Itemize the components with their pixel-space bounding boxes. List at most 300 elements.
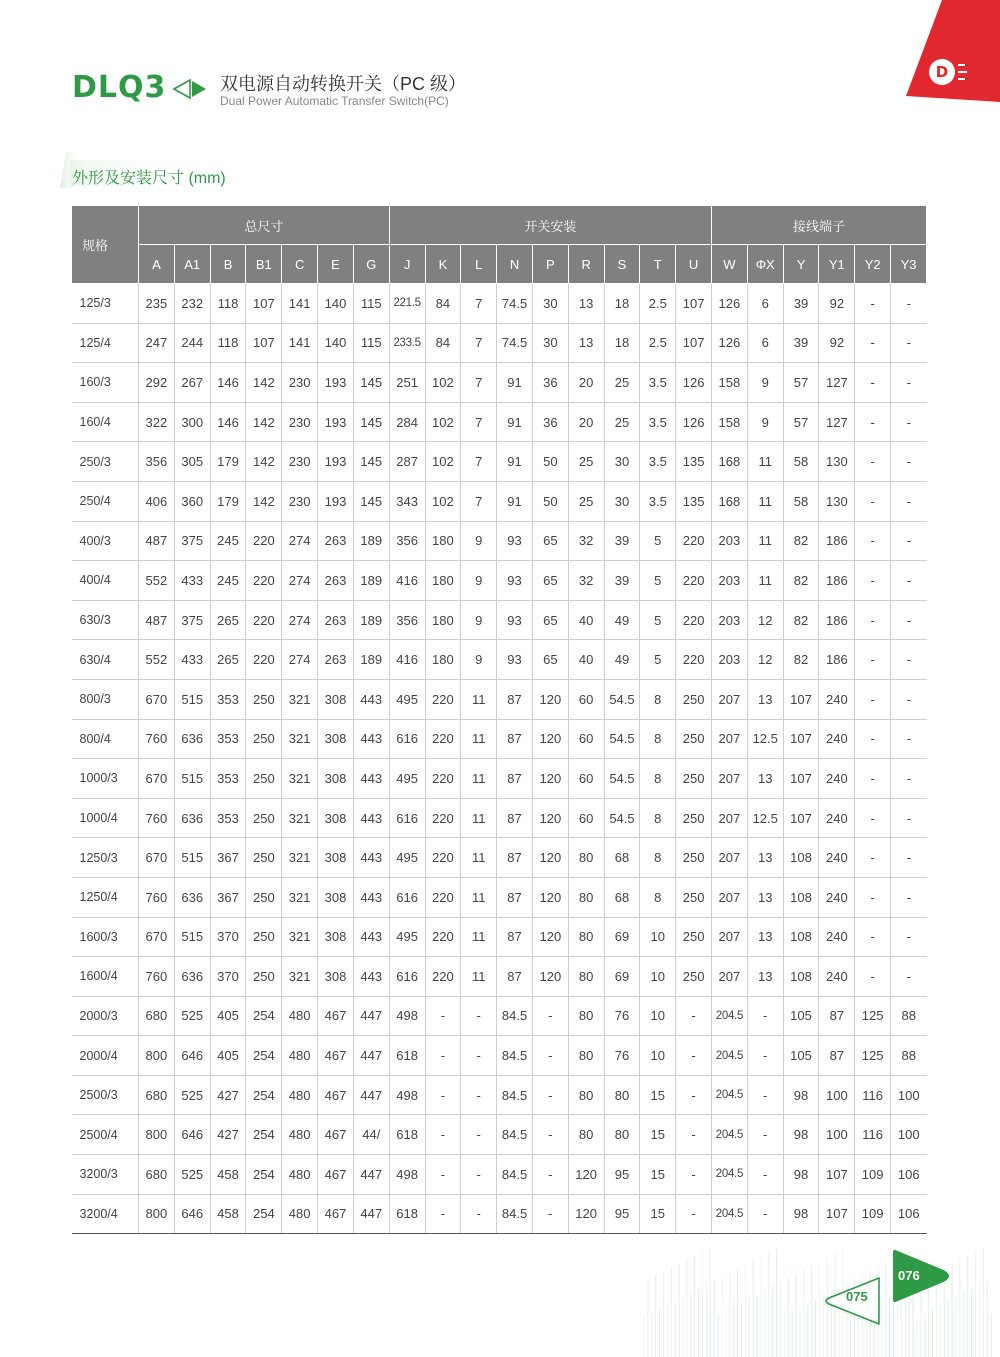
table-cell: 443	[353, 877, 389, 917]
table-cell: 15	[640, 1075, 676, 1115]
table-cell: 32	[568, 521, 604, 561]
dimension-table	[71, 205, 927, 1234]
table-cell: 274	[282, 640, 318, 680]
table-cell: 87	[497, 798, 533, 838]
spec-cell: 630/3	[72, 600, 139, 640]
table-row	[72, 877, 927, 917]
table-cell: 142	[246, 481, 282, 521]
table-cell: 9	[747, 363, 783, 403]
table-cell: 467	[318, 1115, 354, 1155]
table-cell: 107	[819, 1155, 855, 1195]
table-cell: 140	[318, 323, 354, 363]
page-subtitle: Dual Power Automatic Transfer Switch(PC)	[220, 94, 449, 108]
spec-cell: 125/4	[72, 323, 139, 363]
table-cell: 498	[389, 1075, 425, 1115]
table-cell: 308	[318, 957, 354, 997]
table-cell: 13	[747, 917, 783, 957]
table-cell: -	[891, 561, 927, 601]
table-cell: 107	[676, 284, 712, 324]
table-cell: -	[891, 640, 927, 680]
spec-header: 规格	[72, 206, 139, 284]
table-cell: 233.5	[389, 323, 425, 363]
table-cell: 2.5	[640, 323, 676, 363]
table-cell: -	[676, 1115, 712, 1155]
table-cell: 13	[747, 957, 783, 997]
table-cell: 360	[174, 481, 210, 521]
table-cell: 193	[318, 442, 354, 482]
table-row	[72, 284, 927, 324]
column-header: N	[497, 245, 533, 284]
table-cell: 146	[210, 402, 246, 442]
table-cell: 251	[389, 363, 425, 403]
table-cell: 146	[210, 363, 246, 403]
table-cell: 80	[604, 1075, 640, 1115]
table-cell: -	[855, 798, 891, 838]
table-cell: 145	[353, 363, 389, 403]
table-cell: 65	[532, 640, 568, 680]
table-cell: 480	[282, 1075, 318, 1115]
table-cell: 60	[568, 719, 604, 759]
table-cell: 186	[819, 600, 855, 640]
table-row	[72, 561, 927, 601]
table-cell: 467	[318, 996, 354, 1036]
play-arrow-icon	[172, 77, 208, 101]
table-cell: 76	[604, 1036, 640, 1076]
table-cell: 57	[783, 363, 819, 403]
table-cell: 180	[425, 521, 461, 561]
table-cell: 254	[246, 1036, 282, 1076]
table-cell: 443	[353, 679, 389, 719]
table-cell: 118	[210, 284, 246, 324]
table-cell: 467	[318, 1194, 354, 1234]
table-cell: 263	[318, 600, 354, 640]
table-cell: 250	[246, 679, 282, 719]
table-cell: 120	[532, 798, 568, 838]
spec-cell: 1250/4	[72, 877, 139, 917]
table-cell: 321	[282, 838, 318, 878]
table-cell: 158	[712, 402, 748, 442]
table-cell: 254	[246, 1155, 282, 1195]
table-cell: 343	[389, 481, 425, 521]
table-cell: 284	[389, 402, 425, 442]
table-cell: 106	[891, 1155, 927, 1195]
table-cell: 9	[461, 600, 497, 640]
table-cell: 32	[568, 561, 604, 601]
table-cell: 91	[497, 402, 533, 442]
table-cell: 100	[819, 1115, 855, 1155]
table-cell: 20	[568, 363, 604, 403]
column-header: ΦX	[747, 245, 783, 284]
table-cell: 308	[318, 917, 354, 957]
table-cell: 125	[855, 1036, 891, 1076]
table-cell: 405	[210, 996, 246, 1036]
table-cell: 15	[640, 1155, 676, 1195]
table-cell: 30	[604, 481, 640, 521]
table-cell: -	[532, 1075, 568, 1115]
column-header: C	[282, 245, 318, 284]
table-cell: -	[891, 957, 927, 997]
table-cell: 87	[819, 996, 855, 1036]
table-cell: 145	[353, 481, 389, 521]
table-cell: 204.5	[712, 1194, 748, 1234]
table-cell: 39	[783, 323, 819, 363]
column-header: Y2	[855, 245, 891, 284]
column-header: G	[353, 245, 389, 284]
table-cell: 65	[532, 521, 568, 561]
table-cell: 646	[174, 1115, 210, 1155]
spec-cell: 1600/4	[72, 957, 139, 997]
table-cell: -	[425, 1155, 461, 1195]
table-cell: 98	[783, 1115, 819, 1155]
table-cell: 76	[604, 996, 640, 1036]
table-cell: 107	[783, 679, 819, 719]
prev-page-number[interactable]: 075	[846, 1289, 868, 1304]
table-cell: 58	[783, 481, 819, 521]
table-cell: -	[855, 877, 891, 917]
table-cell: -	[425, 1194, 461, 1234]
table-cell: -	[676, 1075, 712, 1115]
table-cell: 108	[783, 917, 819, 957]
table-cell: 800	[139, 1194, 175, 1234]
table-cell: 11	[461, 798, 497, 838]
table-cell: 250	[676, 957, 712, 997]
table-row	[72, 1115, 927, 1155]
table-cell: 265	[210, 640, 246, 680]
table-cell: 88	[891, 996, 927, 1036]
table-cell: 204.5	[712, 1155, 748, 1195]
table-cell: 321	[282, 719, 318, 759]
column-header-row	[72, 245, 927, 284]
table-cell: 107	[246, 284, 282, 324]
table-cell: 800	[139, 1036, 175, 1076]
table-cell: 58	[783, 442, 819, 482]
column-header: W	[712, 245, 748, 284]
table-cell: 3.5	[640, 481, 676, 521]
table-cell: 616	[389, 957, 425, 997]
table-cell: 760	[139, 957, 175, 997]
table-cell: -	[891, 679, 927, 719]
table-cell: -	[855, 640, 891, 680]
table-cell: 515	[174, 838, 210, 878]
table-cell: 220	[246, 640, 282, 680]
table-cell: 646	[174, 1036, 210, 1076]
table-cell: -	[747, 996, 783, 1036]
table-cell: 8	[640, 838, 676, 878]
table-cell: 49	[604, 640, 640, 680]
table-cell: 80	[568, 917, 604, 957]
table-cell: 220	[246, 561, 282, 601]
table-cell: 406	[139, 481, 175, 521]
table-cell: -	[891, 284, 927, 324]
table-cell: -	[461, 1075, 497, 1115]
spec-cell: 1250/3	[72, 838, 139, 878]
table-row	[72, 402, 927, 442]
table-cell: 10	[640, 996, 676, 1036]
table-cell: 240	[819, 759, 855, 799]
table-cell: 145	[353, 402, 389, 442]
table-cell: 60	[568, 798, 604, 838]
table-cell: 109	[855, 1194, 891, 1234]
table-cell: 203	[712, 600, 748, 640]
table-cell: 220	[676, 600, 712, 640]
table-cell: 244	[174, 323, 210, 363]
table-cell: 247	[139, 323, 175, 363]
table-cell: 141	[282, 323, 318, 363]
table-cell: 135	[676, 442, 712, 482]
table-cell: 95	[604, 1155, 640, 1195]
table-cell: 30	[532, 284, 568, 324]
table-cell: 5	[640, 561, 676, 601]
table-cell: 5	[640, 521, 676, 561]
table-cell: 680	[139, 996, 175, 1036]
table-cell: 91	[497, 363, 533, 403]
spec-cell: 2000/4	[72, 1036, 139, 1076]
spec-cell: 160/4	[72, 402, 139, 442]
table-cell: 9	[461, 561, 497, 601]
table-cell: 120	[568, 1194, 604, 1234]
table-row	[72, 521, 927, 561]
table-cell: 36	[532, 363, 568, 403]
table-cell: 186	[819, 521, 855, 561]
table-cell: -	[747, 1075, 783, 1115]
table-cell: -	[891, 838, 927, 878]
table-cell: 126	[676, 402, 712, 442]
table-cell: 87	[497, 877, 533, 917]
table-cell: 6	[747, 323, 783, 363]
table-cell: 274	[282, 600, 318, 640]
table-cell: 670	[139, 917, 175, 957]
table-cell: 105	[783, 1036, 819, 1076]
table-cell: 8	[640, 679, 676, 719]
table-cell: 250	[676, 719, 712, 759]
table-cell: 433	[174, 640, 210, 680]
table-cell: -	[891, 402, 927, 442]
table-cell: 69	[604, 917, 640, 957]
table-cell: 427	[210, 1075, 246, 1115]
table-cell: 25	[568, 442, 604, 482]
table-cell: 250	[246, 719, 282, 759]
table-cell: 107	[783, 719, 819, 759]
table-cell: -	[461, 1194, 497, 1234]
table-cell: -	[855, 521, 891, 561]
table-cell: -	[855, 600, 891, 640]
column-header: A1	[174, 245, 210, 284]
table-cell: 102	[425, 442, 461, 482]
table-cell: 204.5	[712, 1075, 748, 1115]
table-cell: 240	[819, 957, 855, 997]
table-row	[72, 1075, 927, 1115]
table-cell: 7	[461, 481, 497, 521]
table-cell: -	[891, 363, 927, 403]
table-cell: 245	[210, 521, 246, 561]
table-cell: 36	[532, 402, 568, 442]
table-cell: 108	[783, 877, 819, 917]
table-cell: 250	[246, 838, 282, 878]
table-cell: 636	[174, 877, 210, 917]
table-cell: 220	[425, 957, 461, 997]
table-cell: 88	[891, 1036, 927, 1076]
table-cell: 6	[747, 284, 783, 324]
table-cell: 11	[747, 561, 783, 601]
table-cell: 109	[855, 1155, 891, 1195]
table-cell: 100	[819, 1075, 855, 1115]
table-cell: 40	[568, 640, 604, 680]
table-cell: 616	[389, 719, 425, 759]
table-cell: 120	[532, 679, 568, 719]
table-cell: 204.5	[712, 996, 748, 1036]
table-cell: 7	[461, 442, 497, 482]
column-header: Y	[783, 245, 819, 284]
table-cell: -	[855, 402, 891, 442]
group-header-mounting: 开关安装	[389, 206, 711, 245]
table-cell: 636	[174, 798, 210, 838]
table-cell: 480	[282, 1155, 318, 1195]
table-cell: 370	[210, 957, 246, 997]
table-cell: 18	[604, 284, 640, 324]
spec-cell: 630/4	[72, 640, 139, 680]
table-cell: -	[855, 481, 891, 521]
table-row	[72, 640, 927, 680]
table-row	[72, 838, 927, 878]
column-header: S	[604, 245, 640, 284]
table-cell: -	[891, 600, 927, 640]
table-cell: 95	[604, 1194, 640, 1234]
spec-cell: 250/3	[72, 442, 139, 482]
table-cell: 80	[568, 1075, 604, 1115]
table-cell: 480	[282, 1115, 318, 1155]
table-cell: 60	[568, 759, 604, 799]
table-cell: 760	[139, 877, 175, 917]
table-cell: 50	[532, 481, 568, 521]
table-cell: 9	[461, 521, 497, 561]
table-cell: 84.5	[497, 996, 533, 1036]
table-cell: 760	[139, 798, 175, 838]
table-cell: 50	[532, 442, 568, 482]
table-cell: 254	[246, 1194, 282, 1234]
table-cell: 356	[139, 442, 175, 482]
next-page-number[interactable]: 076	[898, 1268, 920, 1283]
table-cell: -	[676, 996, 712, 1036]
table-cell: 106	[891, 1194, 927, 1234]
table-cell: 126	[712, 323, 748, 363]
table-cell: 105	[783, 996, 819, 1036]
table-cell: 11	[461, 838, 497, 878]
table-cell: 11	[747, 521, 783, 561]
table-cell: 74.5	[497, 323, 533, 363]
table-cell: 80	[604, 1115, 640, 1155]
table-cell: 800	[139, 1115, 175, 1155]
table-cell: 92	[819, 284, 855, 324]
column-header: T	[640, 245, 676, 284]
table-cell: 126	[676, 363, 712, 403]
table-cell: 179	[210, 481, 246, 521]
table-cell: 127	[819, 363, 855, 403]
table-cell: 760	[139, 719, 175, 759]
table-cell: 495	[389, 679, 425, 719]
table-cell: 230	[282, 481, 318, 521]
table-cell: -	[855, 917, 891, 957]
table-cell: 300	[174, 402, 210, 442]
table-cell: 13	[568, 284, 604, 324]
table-cell: 9	[747, 402, 783, 442]
table-cell: 447	[353, 1075, 389, 1115]
table-cell: 263	[318, 640, 354, 680]
table-cell: 93	[497, 600, 533, 640]
table-cell: 98	[783, 1155, 819, 1195]
table-cell: -	[855, 363, 891, 403]
table-cell: 54.5	[604, 719, 640, 759]
spec-cell: 2500/4	[72, 1115, 139, 1155]
table-cell: 670	[139, 679, 175, 719]
table-cell: 375	[174, 521, 210, 561]
table-cell: 250	[676, 759, 712, 799]
table-cell: 220	[676, 561, 712, 601]
table-cell: 102	[425, 402, 461, 442]
table-cell: -	[855, 323, 891, 363]
table-cell: 120	[532, 759, 568, 799]
table-cell: 100	[891, 1115, 927, 1155]
table-cell: 12	[747, 600, 783, 640]
table-cell: 447	[353, 1155, 389, 1195]
table-cell: 84.5	[497, 1115, 533, 1155]
table-cell: 220	[676, 521, 712, 561]
table-cell: 54.5	[604, 798, 640, 838]
table-cell: 367	[210, 838, 246, 878]
table-cell: 370	[210, 917, 246, 957]
table-cell: 10	[640, 1036, 676, 1076]
table-cell: 618	[389, 1036, 425, 1076]
table-cell: 308	[318, 798, 354, 838]
table-cell: 443	[353, 917, 389, 957]
table-cell: 140	[318, 284, 354, 324]
table-cell: -	[461, 1036, 497, 1076]
table-cell: 204.5	[712, 1115, 748, 1155]
column-header: P	[532, 245, 568, 284]
table-cell: 179	[210, 442, 246, 482]
table-cell: 107	[783, 798, 819, 838]
table-cell: 87	[497, 719, 533, 759]
table-cell: 515	[174, 759, 210, 799]
table-cell: 80	[568, 877, 604, 917]
table-cell: 8	[640, 877, 676, 917]
table-cell: -	[532, 1036, 568, 1076]
table-cell: 240	[819, 719, 855, 759]
table-row	[72, 917, 927, 957]
table-cell: 207	[712, 838, 748, 878]
table-cell: 636	[174, 957, 210, 997]
column-header: E	[318, 245, 354, 284]
table-cell: -	[891, 481, 927, 521]
table-cell: 467	[318, 1036, 354, 1076]
table-cell: 68	[604, 877, 640, 917]
table-cell: 102	[425, 481, 461, 521]
table-cell: 495	[389, 838, 425, 878]
table-cell: 180	[425, 600, 461, 640]
table-cell: 467	[318, 1075, 354, 1115]
table-cell: 221.5	[389, 284, 425, 324]
table-cell: 3.5	[640, 442, 676, 482]
table-row	[72, 481, 927, 521]
column-header: Y3	[891, 245, 927, 284]
table-cell: 498	[389, 996, 425, 1036]
table-cell: 135	[676, 481, 712, 521]
table-cell: 91	[497, 481, 533, 521]
table-cell: 353	[210, 759, 246, 799]
table-cell: -	[747, 1036, 783, 1076]
table-cell: 220	[425, 759, 461, 799]
table-cell: 125	[855, 996, 891, 1036]
table-cell: 467	[318, 1155, 354, 1195]
